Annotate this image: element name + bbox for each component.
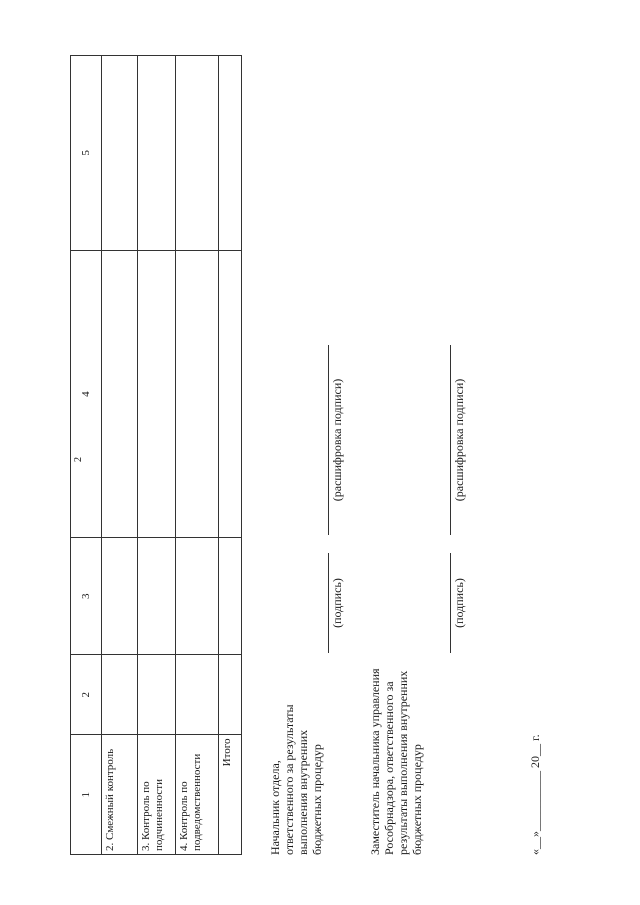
header-cell: 5 (71, 56, 102, 251)
rotated-content (70, 55, 570, 855)
signature-caption: (подпись) (452, 578, 466, 628)
name-caption: (расшифровка подписи) (452, 378, 466, 502)
table-row (176, 56, 219, 855)
total-label: Итого (219, 735, 242, 855)
row-label: 3. Контроль по подчиненности (138, 735, 176, 855)
signature-caption: (подпись) (330, 578, 344, 628)
header-cell: 1 (71, 735, 102, 855)
table-header-row (71, 56, 102, 855)
name-line (328, 345, 329, 535)
row-label: 2. Смежный контроль (102, 735, 138, 855)
header-cell: 3 (71, 538, 102, 654)
signature-line (450, 553, 451, 653)
signatory-title: Заместитель начальника управления Рособрнадзора, ответственного за результаты выполнения внутренних бюджетных процедур (368, 668, 424, 855)
row-label: 4. Контроль по подведомственности (176, 735, 219, 855)
header-cell: 2 (71, 654, 102, 735)
signatory-title: Начальник отдела, ответственного за результаты выполнения внутренних бюджетных процедур (268, 704, 324, 855)
table-total-row (219, 56, 242, 855)
date-line: «__»__________ 20__ г. (528, 734, 542, 855)
name-caption: (расшифровка подписи) (330, 378, 344, 502)
name-line (450, 345, 451, 535)
table-row (102, 56, 138, 855)
header-cell: 4 (71, 250, 102, 538)
control-table (70, 55, 242, 855)
page-number: 2 (73, 457, 84, 462)
signature-line (328, 553, 329, 653)
table-row (138, 56, 176, 855)
